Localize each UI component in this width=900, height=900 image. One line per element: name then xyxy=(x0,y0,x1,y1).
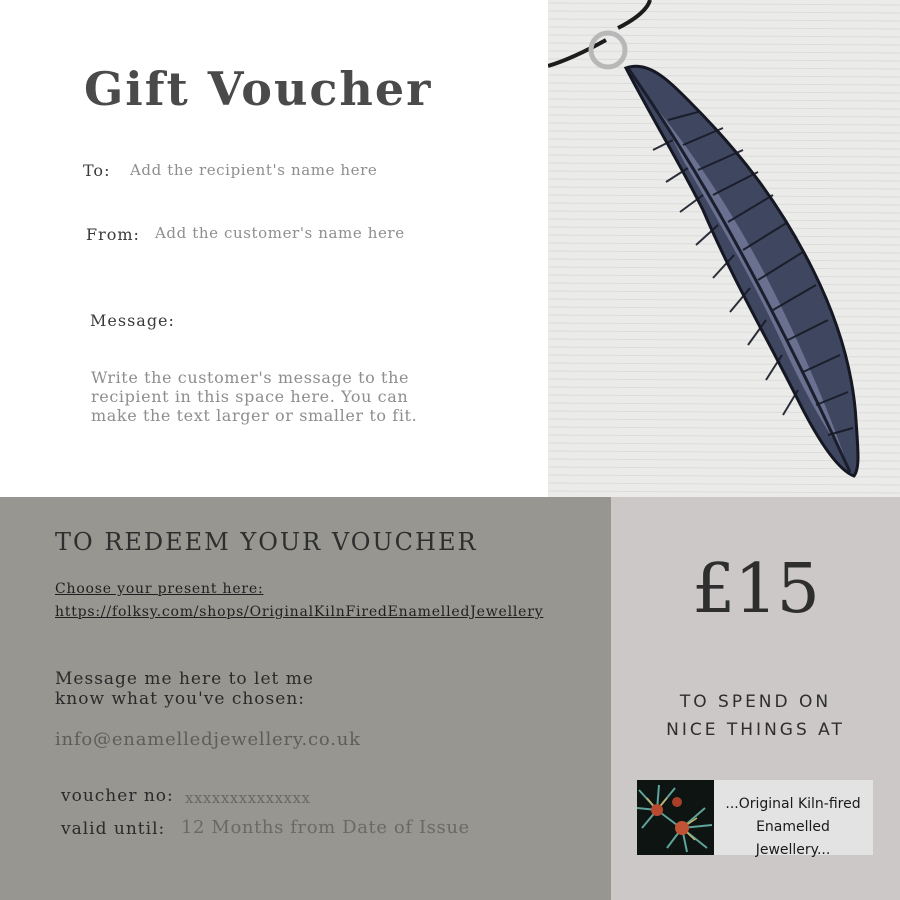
voucher-amount: £15 xyxy=(692,550,819,629)
valid-until-field[interactable]: 12 Months from Date of Issue xyxy=(181,817,470,838)
message-line: make the text larger or smaller to fit. xyxy=(91,406,418,425)
choose-present-link[interactable]: Choose your present here: xyxy=(55,581,264,597)
email-link[interactable]: info@enamelledjewellery.co.uk xyxy=(55,729,361,750)
recipient-name-field[interactable]: Add the recipient's name here xyxy=(130,161,378,179)
to-label: To: xyxy=(83,161,111,180)
contact-line: Message me here to let me xyxy=(55,669,314,689)
voucher-no-label: voucher no: xyxy=(61,786,174,806)
voucher-title: Gift Voucher xyxy=(84,62,433,116)
message-line: Write the customer's message to the xyxy=(91,368,410,387)
spend-text xyxy=(611,688,900,744)
logo-line: Enamelled Jewellery... xyxy=(755,819,831,858)
message-line: recipient in this space here. You can xyxy=(91,387,409,406)
spend-line: TO SPEND ON xyxy=(679,692,832,712)
shop-logo xyxy=(637,780,873,858)
contact-line: know what you've chosen: xyxy=(55,689,306,709)
feather-pendant-photo xyxy=(548,0,900,497)
spend-line: NICE THINGS AT xyxy=(666,720,845,740)
contact-instructions xyxy=(55,669,314,709)
message-label: Message: xyxy=(90,311,175,330)
valid-until-label: valid until: xyxy=(61,819,166,839)
customer-name-field[interactable]: Add the customer's name here xyxy=(155,224,405,242)
shop-url-link[interactable]: https://folksy.com/shops/OriginalKilnFiredEnamelledJewellery xyxy=(55,604,544,620)
flower-logo-icon xyxy=(637,780,714,855)
logo-wordmark xyxy=(717,793,869,862)
redeem-heading: TO REDEEM YOUR VOUCHER xyxy=(55,528,478,556)
message-field[interactable] xyxy=(91,368,431,425)
feather-pendant-image xyxy=(548,0,900,497)
voucher-no-field[interactable]: xxxxxxxxxxxxxx xyxy=(185,789,311,807)
from-label: From: xyxy=(86,225,140,244)
logo-line: ...Original Kiln-fired xyxy=(725,796,861,812)
